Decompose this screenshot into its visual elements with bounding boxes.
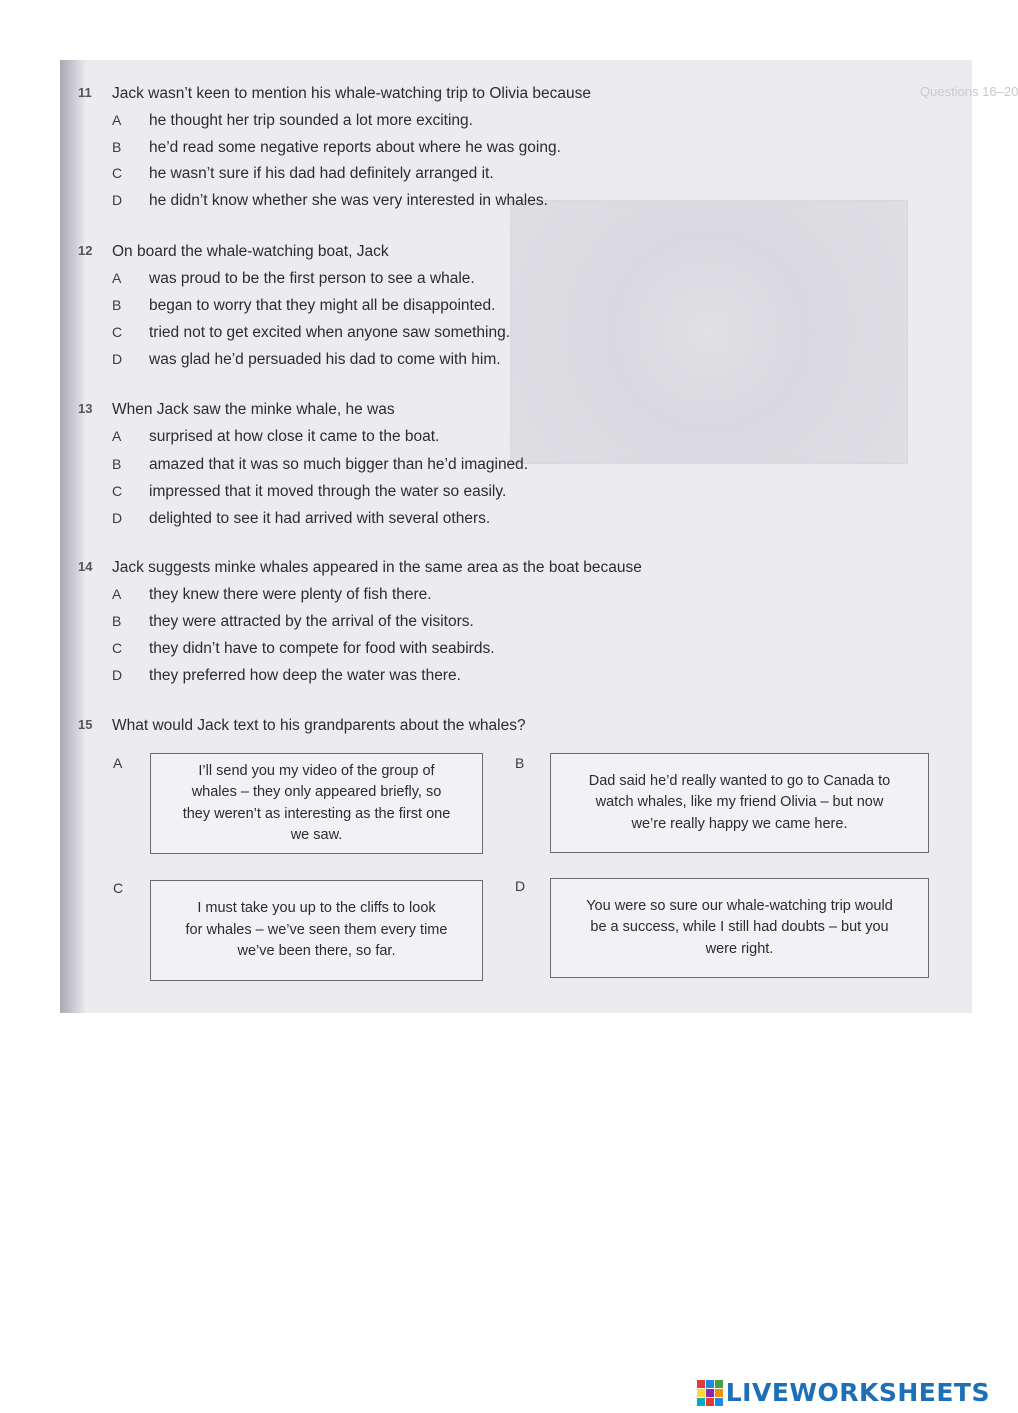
option-letter: A xyxy=(112,112,122,128)
option-letter: A xyxy=(112,586,122,602)
question-number: 15 xyxy=(78,717,93,732)
box-text xyxy=(183,761,451,847)
text-box-option-b[interactable] xyxy=(550,753,929,853)
option-text: was proud to be the first person to see a whale. xyxy=(149,270,475,287)
question-stem: On board the whale-watching boat, Jack xyxy=(112,243,389,260)
option-letter: B xyxy=(112,297,122,313)
liveworksheets-logo-icon xyxy=(697,1380,723,1406)
option-text: they were attracted by the arrival of the visitors. xyxy=(149,613,474,630)
option-letter: A xyxy=(112,428,122,444)
option-letter: C xyxy=(112,324,123,340)
option-letter: C xyxy=(112,165,123,181)
box-line: Dad said he’d really wanted to go to Canada to xyxy=(588,772,891,789)
box-letter-b: B xyxy=(515,755,525,771)
box-line: be a success, while I still had doubts – but you xyxy=(590,919,889,936)
box-line: I’ll send you my video of the group of xyxy=(198,762,435,779)
option-letter: D xyxy=(112,510,123,526)
option-letter: B xyxy=(112,139,122,155)
box-line: they weren’t as interesting as the first one xyxy=(182,805,451,822)
option-text: delighted to see it had arrived with several others. xyxy=(149,510,491,527)
bleed-through-text: Questions 16–20 xyxy=(920,84,1018,99)
option-letter: C xyxy=(112,483,123,499)
question-number: 13 xyxy=(78,401,93,416)
logo-tile xyxy=(697,1389,705,1397)
box-line: we saw. xyxy=(290,827,343,843)
option-text: he didn’t know whether she was very interested in whales. xyxy=(149,192,548,209)
option-text: was glad he’d persuaded his dad to come with him. xyxy=(149,351,501,368)
logo-tile xyxy=(697,1398,705,1406)
option-text: they knew there were plenty of fish there. xyxy=(149,586,432,603)
option-letter: D xyxy=(112,351,123,367)
bleed-through-photo xyxy=(510,200,908,464)
logo-tile xyxy=(706,1398,714,1406)
box-line: watch whales, like my friend Olivia – but now xyxy=(595,794,884,811)
box-line: whales – they only appeared briefly, so xyxy=(191,784,442,800)
question-number: 12 xyxy=(78,243,93,258)
option-text: surprised at how close it came to the boat. xyxy=(149,428,440,445)
box-line: were right. xyxy=(705,940,774,957)
box-letter-a: A xyxy=(113,755,123,771)
logo-tile xyxy=(715,1389,723,1397)
text-box-option-a[interactable] xyxy=(150,753,483,854)
logo-tile xyxy=(706,1389,714,1397)
option-letter: D xyxy=(112,192,123,208)
liveworksheets-footer xyxy=(697,1378,990,1407)
box-line: for whales – we’ve seen them every time xyxy=(185,921,448,938)
logo-tile xyxy=(706,1380,714,1388)
option-text: tried not to get excited when anyone saw something. xyxy=(149,324,511,341)
option-letter: C xyxy=(112,640,123,656)
option-letter: B xyxy=(112,456,122,472)
box-text xyxy=(186,898,448,963)
box-letter-d: D xyxy=(515,878,526,894)
option-text: he thought her trip sounded a lot more exciting. xyxy=(149,112,473,129)
option-letter: D xyxy=(112,667,123,683)
option-letter: A xyxy=(112,270,122,286)
option-text: he’d read some negative reports about where he was going. xyxy=(149,139,561,156)
text-box-option-c[interactable] xyxy=(150,880,483,981)
box-text xyxy=(589,771,890,836)
option-text: they preferred how deep the water was there. xyxy=(149,667,461,684)
option-text: they didn’t have to compete for food with seabirds. xyxy=(149,640,495,657)
option-text: amazed that it was so much bigger than he’d imagined. xyxy=(149,456,529,473)
question-number: 11 xyxy=(78,85,92,100)
question-stem: Jack suggests minke whales appeared in the same area as the boat because xyxy=(112,559,642,576)
option-text: he wasn’t sure if his dad had definitely arranged it. xyxy=(149,165,494,182)
option-text: began to worry that they might all be disappointed. xyxy=(149,297,496,314)
question-stem: When Jack saw the minke whale, he was xyxy=(112,401,395,418)
option-text: impressed that it moved through the water so easily. xyxy=(149,483,507,500)
question-stem: What would Jack text to his grandparents about the whales? xyxy=(112,717,526,734)
question-stem: Jack wasn’t keen to mention his whale-watching trip to Olivia because xyxy=(112,85,592,102)
box-line: I must take you up to the cliffs to look xyxy=(197,900,436,917)
question-number: 14 xyxy=(78,559,93,574)
box-text xyxy=(586,896,893,961)
brand-name: LIVEWORKSHEETS xyxy=(725,1378,990,1407)
box-line: we’ve been there, so far. xyxy=(237,943,396,960)
page-binding-shadow xyxy=(60,60,86,1013)
logo-tile xyxy=(697,1380,705,1388)
box-line: we’re really happy we came here. xyxy=(631,815,848,832)
scanned-page xyxy=(60,60,1018,1013)
logo-tile xyxy=(715,1398,723,1406)
option-letter: B xyxy=(112,613,122,629)
box-line: You were so sure our whale-watching trip would xyxy=(586,897,893,914)
logo-tile xyxy=(715,1380,723,1388)
box-letter-c: C xyxy=(113,880,124,896)
text-box-option-d[interactable] xyxy=(550,878,929,978)
